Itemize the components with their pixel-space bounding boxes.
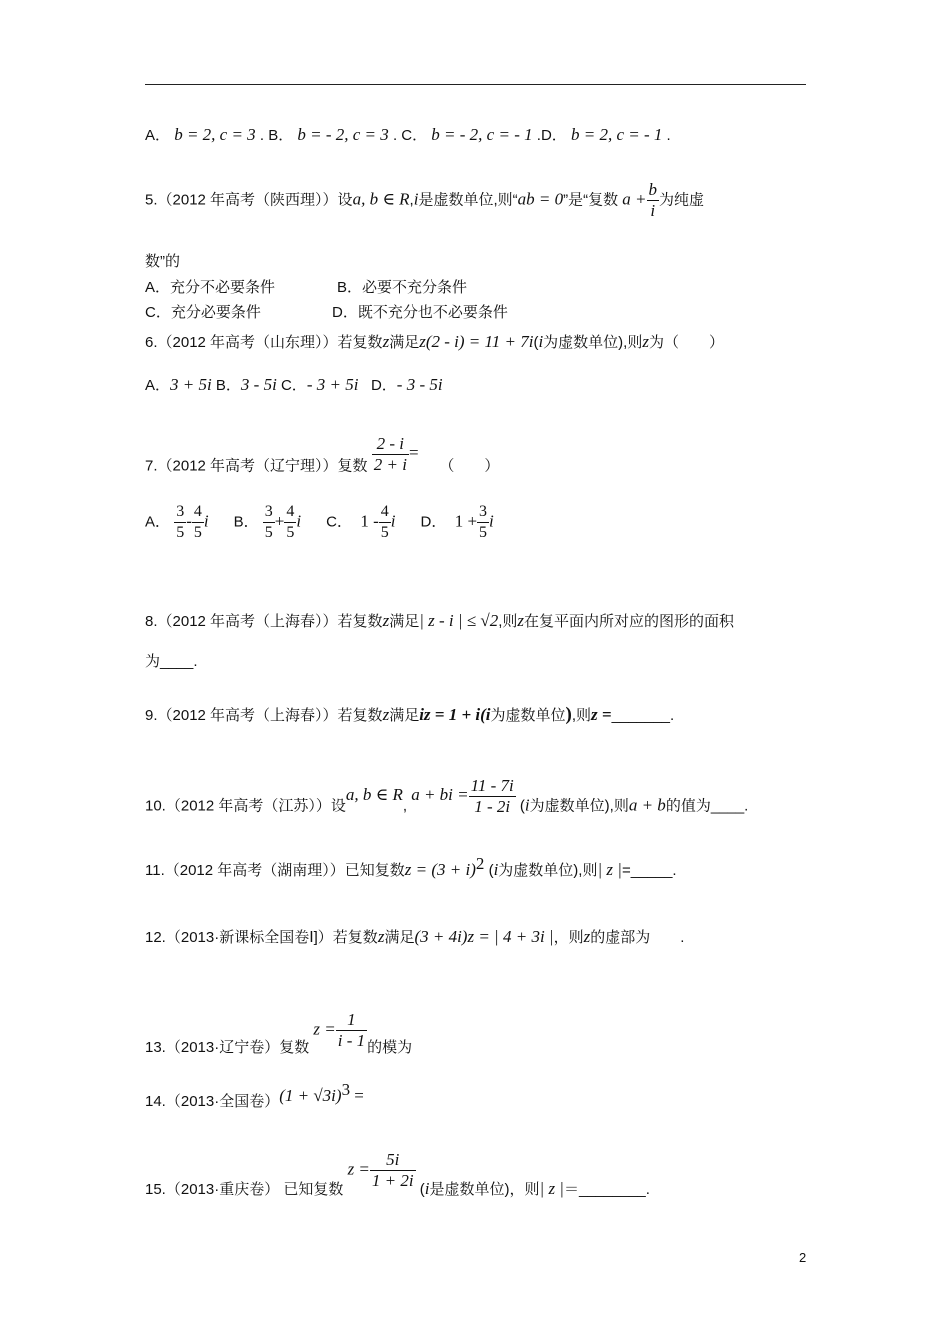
text: 的虚部为 . [590,929,685,946]
text: 在复平面内所对应的图形的面积 [524,613,735,630]
denominator: 5 [193,524,202,541]
header-rule [145,84,806,85]
math-var: z [382,705,390,724]
math-var: i [538,332,544,351]
q6-options [145,374,443,395]
answer-blank: ＝________. [563,1181,650,1199]
numerator: 1 [336,1010,367,1031]
math-expr: z = [591,705,612,724]
math-var: i [424,1179,430,1199]
text: 满足 [389,613,420,630]
option-a-label: A． [145,377,171,394]
superscript: 2 [475,854,485,873]
numerator: 3 [477,502,489,523]
text: ( [419,1181,425,1199]
question-8 [145,610,734,631]
fraction [192,502,204,543]
q4-options [145,124,671,145]
period: . [666,127,671,144]
denominator: 5 [176,524,185,541]
question-14 [145,1080,364,1110]
math-var: i [296,511,302,531]
text: ( [519,797,525,815]
operator: - [186,511,192,531]
math-var: i [203,511,209,531]
option-b-label: B． [215,377,241,394]
question-9-prefix: 9.（2012 年高考（上海春））若复数 [145,707,383,724]
fraction [174,502,186,543]
page-number: 2 [799,1250,807,1265]
math-expr: 1 + [454,511,478,531]
option-c: C．充分必要条件 [145,304,261,321]
numerator: 5i [370,1150,416,1171]
question-8-prefix: 8.（2012 年高考（上海春））若复数 [145,613,383,630]
question-12-prefix: 12.（2013·新课标全国卷Ⅰ]）若复数 [145,929,378,946]
math-var: z [382,611,390,630]
question-6 [145,331,724,352]
equals-sign: = [408,443,419,463]
numerator: 3 [263,502,275,523]
math-expr: z = [347,1159,370,1179]
option-a-label: A． [145,127,171,144]
denominator: i [650,201,656,220]
fraction [469,776,516,817]
question-7-prefix: 7.（2012 年高考（辽宁理））复数 [145,457,368,475]
text: 的模为 [367,1039,413,1057]
denominator: i - 1 [337,1031,366,1050]
math-var: i [524,795,530,815]
option-d-label: D． [370,377,397,394]
q5-options-row2 [145,301,508,322]
math-var: i [493,860,499,879]
fraction [372,434,409,475]
superscript: 3 [341,1080,351,1099]
math-expr: z = [313,1019,336,1039]
option-c-label: . C． [392,127,428,144]
numerator: 4 [284,502,296,523]
math-var: i [390,511,396,531]
text: ，则 [553,929,584,946]
fraction [284,502,296,543]
question-10-prefix: 10.（2012 年高考（江苏））设 [145,797,346,815]
option-d-expr: - 3 - 5i [396,375,443,394]
text: ( [533,334,539,351]
numerator: b [648,180,657,199]
numerator: 2 - i [372,434,409,455]
question-13 [145,1010,413,1057]
text: 满足 [384,929,415,946]
text: 为（ ） [648,334,724,351]
question-6-prefix: 6.（2012 年高考（山东理））若复数 [145,334,383,351]
math-expr: a + [622,189,647,209]
option-a-label: A． [145,513,171,531]
math-expr: ab = 0 [517,189,564,209]
question-5-prefix: 5.（2012 年高考（陕西理））设 [145,191,353,209]
denominator: 5 [264,524,273,541]
fraction [647,180,660,221]
denominator: 5 [479,524,488,541]
math-expr: a + bi = [411,785,469,805]
denominator: 1 + 2i [371,1171,414,1190]
q7-options [145,502,494,543]
text: 的值为____. [665,797,749,815]
option-d-label: .D． [536,127,567,144]
denominator: 1 - 2i [474,797,511,816]
denominator: 5 [380,524,389,541]
option-c-label: C． [326,513,352,531]
text: 为虚数单位),则 [543,334,643,351]
denominator: 2 + i [373,455,407,474]
option-b-expr: 3 - 5i [240,375,277,394]
text: ,则 [498,613,518,630]
option-c-expr: b = - 2, c = - 1 [431,125,533,144]
option-b: B．必要不充分条件 [337,279,468,296]
text: ( [488,862,494,879]
operator: + [274,511,285,531]
text: 为虚数单位 [490,707,566,724]
text: 满足 [389,334,420,351]
fraction [263,502,275,543]
fraction [379,502,391,543]
question-13-prefix: 13.（2013·辽宁卷）复数 [145,1039,310,1057]
close-paren: ) [565,704,572,725]
question-5-line2: 数”的 [145,253,180,270]
math-expr: a, b ∈ R [352,189,410,209]
option-a-expr: b = 2, c = 3 [174,125,256,144]
question-11 [145,854,677,880]
numerator: 3 [174,502,186,523]
math-expr: | z - i | ≤ √2 [419,611,499,630]
option-b-label: B． [233,513,259,531]
q5-options-row1 [145,276,467,297]
math-expr: 1 - [360,511,379,531]
numerator: 11 - 7i [470,776,514,795]
question-8-line2: 为____. [145,653,198,670]
question-12 [145,926,684,947]
math-var: z [642,332,649,351]
option-c-expr: - 3 + 5i [306,375,359,394]
option-b-expr: b = - 2, c = 3 [297,125,389,144]
math-var: z [382,332,390,351]
question-11-prefix: 11.（2012 年高考（湖南理））已知复数 [145,862,405,879]
text: 是虚数单位)，则 [429,1181,540,1199]
text: 为虚数单位),则 [498,862,598,879]
option-a-expr: 3 + 5i [170,375,212,394]
math-expr: a, b ∈ R [345,785,403,805]
math-expr: a + b [628,795,666,815]
text: 为虚数单位),则 [529,797,629,815]
question-10 [145,776,749,827]
question-14-prefix: 14.（2013·全国卷） [145,1093,280,1110]
math-expr: | z | [539,1179,564,1199]
answer-blank: （ ） [439,457,500,475]
math-expr: (3 + 4i)z = | 4 + 3i | [414,927,554,946]
question-7 [145,434,500,487]
denominator: 5 [286,524,295,541]
math-expr: | z | [597,860,622,879]
text: ”是“复数 [563,191,619,209]
fraction [477,502,489,543]
math-expr: (1 + √3i) [279,1086,342,1105]
math-expr: z(2 - i) = 11 + 7i [419,332,534,351]
numerator: 4 [379,502,391,523]
answer-blank: _______. [611,707,675,724]
text: , [409,191,414,209]
option-d-label: D． [420,513,447,531]
math-expr: z = (3 + i) [404,860,476,879]
text: 满足 [389,707,420,724]
math-expr: iz = 1 + i(i [419,705,491,724]
math-expr: i [413,189,419,209]
math-var: i [489,511,494,531]
numerator: 4 [192,502,204,523]
option-c-label: C． [280,377,307,394]
text: 是虚数单位,则“ [418,191,518,209]
question-5 [145,180,704,221]
fraction [370,1150,416,1191]
text: 为纯虚 [659,191,705,209]
option-b-label: . B． [259,127,294,144]
option-d: D．既不充分也不必要条件 [332,304,508,321]
math-var: z [517,611,525,630]
question-15-prefix: 15.（2013·重庆卷） 已知复数 [145,1181,344,1199]
option-d-expr: b = 2, c = - 1 [570,125,663,144]
option-a: A．充分不必要条件 [145,279,276,296]
text: , [402,797,408,815]
question-9 [145,704,674,726]
math-var: z [583,927,591,946]
text: ,则 [571,707,592,724]
math-var: z [377,927,385,946]
fraction [336,1010,367,1051]
equals-sign: = [354,1086,364,1105]
answer-blank: =_____. [621,862,677,879]
question-15-tail [420,1181,650,1198]
question-15 [145,1150,650,1199]
